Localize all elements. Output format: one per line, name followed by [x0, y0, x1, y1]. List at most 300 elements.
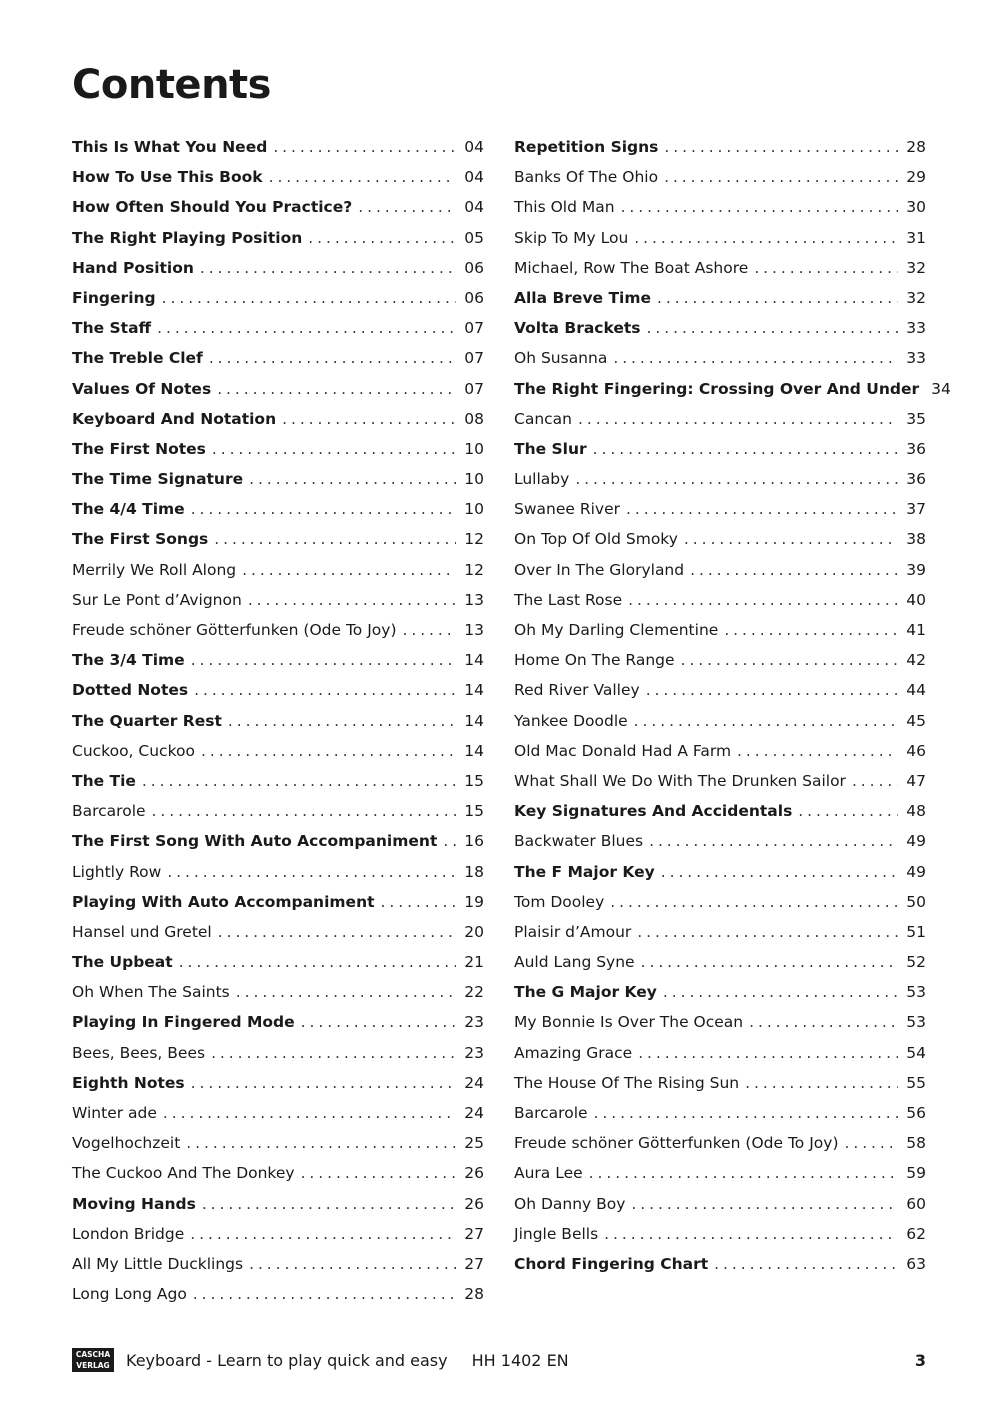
- toc-entry-title: How Often Should You Practice?: [72, 198, 353, 217]
- dot-leader: [191, 1074, 456, 1092]
- toc-entry[interactable]: [72, 893, 484, 923]
- toc-entry-title: Winter ade: [72, 1104, 157, 1122]
- toc-entry-title: Banks Of The Ohio: [514, 168, 659, 187]
- toc-entry-title: Michael, Row The Boat Ashore: [514, 258, 749, 277]
- dot-leader: [194, 681, 456, 699]
- dot-leader: [626, 500, 898, 518]
- dot-leader: [749, 1013, 898, 1031]
- dot-leader: [737, 742, 898, 760]
- toc-entry[interactable]: [514, 742, 926, 772]
- toc-entry-title: London Bridge: [72, 1224, 185, 1243]
- toc-entry[interactable]: [72, 1104, 484, 1134]
- toc-entry-title: Yankee Doodle: [514, 711, 628, 730]
- dot-leader: [248, 591, 456, 609]
- toc-entry[interactable]: [514, 802, 926, 832]
- dot-leader: [638, 1044, 898, 1062]
- toc-entry-page: 06: [464, 258, 484, 277]
- toc-entry[interactable]: [72, 561, 484, 591]
- toc-entry[interactable]: [514, 349, 926, 379]
- toc-entry-page: 54: [906, 1043, 926, 1062]
- dot-leader: [657, 289, 898, 307]
- toc-entry-title: Auld Lang Syne: [514, 953, 635, 972]
- toc-entry[interactable]: [72, 380, 484, 410]
- toc-entry-page: 32: [906, 258, 926, 277]
- toc-entry[interactable]: [514, 470, 926, 500]
- toc-entry-page: 14: [464, 741, 484, 760]
- toc-entry-page: 12: [464, 560, 484, 579]
- toc-entry-title: Vogelhochzeit: [72, 1134, 181, 1153]
- toc-entry[interactable]: [514, 138, 926, 168]
- toc-entry[interactable]: [72, 802, 484, 832]
- dot-leader: [578, 410, 898, 428]
- toc-entry[interactable]: [514, 923, 926, 953]
- toc-entry-title: Repetition Signs: [514, 138, 659, 156]
- toc-entry[interactable]: [514, 379, 951, 410]
- dot-leader: [754, 259, 898, 277]
- toc-entry-title: All My Little Ducklings: [72, 1254, 244, 1273]
- toc-entry-page: 49: [906, 862, 926, 881]
- dot-leader: [637, 923, 898, 941]
- toc-entry[interactable]: [72, 983, 484, 1013]
- dot-leader: [714, 1255, 898, 1273]
- toc-entry-title: Lightly Row: [72, 862, 162, 881]
- toc-entry-page: 52: [906, 953, 926, 972]
- toc-entry[interactable]: [72, 621, 484, 651]
- toc-entry[interactable]: [72, 440, 484, 470]
- toc-entry-page: 38: [906, 530, 926, 549]
- toc-entry-title: Chord Fingering Chart: [514, 1254, 709, 1273]
- toc-entry-page: 27: [464, 1224, 484, 1243]
- toc-entry-page: 14: [464, 651, 484, 670]
- dot-leader: [621, 198, 898, 216]
- toc-entry-page: 25: [464, 1134, 484, 1153]
- dot-leader: [634, 712, 898, 730]
- toc-entry-title: Cancan: [514, 409, 572, 428]
- dot-leader: [191, 651, 456, 669]
- toc-entry-title: Fingering: [72, 288, 156, 307]
- toc-entry-title: This Is What You Need: [72, 138, 268, 156]
- toc-entry-title: Home On The Range: [514, 651, 675, 670]
- toc-entry[interactable]: [514, 983, 926, 1013]
- toc-entry[interactable]: [514, 621, 926, 651]
- toc-entry-title: Sur Le Pont d’Avignon: [72, 590, 242, 609]
- toc-entry-title: Skip To My Lou: [514, 228, 629, 247]
- toc-entry-title: The House Of The Rising Sun: [514, 1073, 740, 1092]
- dot-leader: [593, 440, 898, 458]
- toc-entry-title: The Cuckoo And The Donkey: [72, 1164, 295, 1183]
- toc-entry[interactable]: [514, 772, 926, 802]
- toc-entry-page: 62: [906, 1224, 926, 1243]
- dot-leader: [798, 802, 898, 820]
- toc-entry[interactable]: [514, 1013, 926, 1043]
- toc-entry-page: 07: [464, 319, 484, 338]
- toc-entry-title: What Shall We Do With The Drunken Sailor: [514, 771, 846, 790]
- dot-leader: [631, 1195, 898, 1213]
- toc-entry[interactable]: [514, 681, 926, 711]
- toc-entry-page: 34: [931, 379, 951, 398]
- dot-leader: [202, 1195, 456, 1213]
- dot-leader: [179, 953, 456, 971]
- toc-entry[interactable]: [514, 561, 926, 591]
- toc-entry-page: 06: [464, 288, 484, 307]
- toc-entry-page: 05: [464, 228, 484, 247]
- page-number: 3: [914, 1350, 926, 1370]
- toc-entry[interactable]: [72, 229, 484, 259]
- toc-entry-page: 59: [906, 1164, 926, 1183]
- dot-leader: [589, 1164, 898, 1182]
- dot-leader: [162, 289, 456, 307]
- dot-leader: [664, 138, 898, 156]
- toc-entry[interactable]: [72, 410, 484, 440]
- toc-entry[interactable]: [72, 1134, 484, 1164]
- toc-entry-title: The First Song With Auto Accompaniment: [72, 832, 438, 851]
- dot-leader: [190, 1225, 456, 1243]
- toc-entry-page: 33: [906, 349, 926, 368]
- toc-entry-title: Over In The Gloryland: [514, 560, 685, 579]
- toc-entry-page: 53: [906, 983, 926, 1002]
- toc-entry-page: 23: [464, 1043, 484, 1062]
- toc-entry[interactable]: [72, 712, 484, 742]
- dot-leader: [269, 168, 456, 186]
- toc-entry-title: The First Songs: [72, 530, 209, 549]
- toc-entry-page: 49: [906, 832, 926, 851]
- toc-entry[interactable]: [72, 1164, 484, 1194]
- toc-entry[interactable]: [72, 1044, 484, 1074]
- dot-leader: [209, 349, 456, 367]
- toc-entry-title: How To Use This Book: [72, 168, 263, 187]
- toc-entry-title: Red River Valley: [514, 681, 640, 700]
- toc-entry-title: Freude schöner Götterfunken (Ode To Joy): [72, 621, 397, 639]
- toc-entry-page: 46: [906, 741, 926, 760]
- toc-entry[interactable]: [514, 410, 926, 440]
- toc-entry-title: Playing With Auto Accompaniment: [72, 892, 375, 911]
- toc-entry-page: 42: [906, 651, 926, 670]
- dot-leader: [358, 198, 456, 216]
- toc-entry-page: 27: [464, 1254, 484, 1273]
- toc-entry-title: Jingle Bells: [514, 1224, 599, 1243]
- dot-leader: [641, 953, 898, 971]
- toc-entry[interactable]: [72, 953, 484, 983]
- dot-leader: [193, 1285, 456, 1303]
- toc-entry-title: Hand Position: [72, 258, 194, 277]
- toc-entry-page: 19: [464, 892, 484, 911]
- toc-entry-page: 33: [906, 319, 926, 338]
- dot-leader: [186, 1134, 456, 1152]
- toc-entry[interactable]: [72, 289, 484, 319]
- toc-entry-title: Oh My Darling Clementine: [514, 621, 719, 639]
- toc-entry-title: Oh Susanna: [514, 349, 608, 368]
- toc-entry-page: 60: [906, 1194, 926, 1213]
- toc-entry-page: 63: [906, 1254, 926, 1273]
- toc-entry[interactable]: [514, 500, 926, 530]
- toc-entry-page: 22: [464, 983, 484, 1002]
- dot-leader: [628, 591, 898, 609]
- toc-entry-page: 53: [906, 1013, 926, 1032]
- toc-entry[interactable]: [72, 651, 484, 681]
- toc-entry[interactable]: [514, 1225, 926, 1255]
- dot-leader: [214, 530, 456, 548]
- toc-entry-title: The F Major Key: [514, 862, 655, 881]
- toc-entry-page: 15: [464, 771, 484, 790]
- toc-entry-page: 26: [464, 1194, 484, 1213]
- dot-leader: [308, 229, 456, 247]
- dot-leader: [282, 410, 456, 428]
- toc-entry-title: Eighth Notes: [72, 1073, 185, 1092]
- toc-entry-title: The Upbeat: [72, 953, 173, 972]
- toc-entry[interactable]: [72, 863, 484, 893]
- contents-column-right: [514, 138, 951, 1285]
- toc-entry-title: Moving Hands: [72, 1194, 196, 1213]
- dot-leader: [218, 923, 456, 941]
- dot-leader: [646, 681, 898, 699]
- toc-entry[interactable]: [72, 832, 484, 862]
- publisher-logo: [72, 1348, 114, 1372]
- toc-entry-page: 24: [464, 1104, 484, 1122]
- toc-entry-page: 32: [906, 288, 926, 307]
- dot-leader: [273, 138, 456, 156]
- toc-entry-title: This Old Man: [514, 198, 615, 217]
- toc-entry-page: 37: [906, 500, 926, 519]
- toc-entry-page: 55: [906, 1073, 926, 1092]
- toc-entry-title: The Slur: [514, 439, 587, 458]
- toc-entry[interactable]: [72, 1285, 484, 1315]
- toc-entry-title: Tom Dooley: [514, 892, 605, 911]
- toc-entry-title: Barcarole: [514, 1104, 588, 1122]
- book-title: Keyboard - Learn to play quick and easy: [126, 1350, 448, 1370]
- toc-entry[interactable]: [72, 500, 484, 530]
- toc-entry[interactable]: [514, 591, 926, 621]
- toc-entry[interactable]: [72, 591, 484, 621]
- toc-entry[interactable]: [72, 1255, 484, 1285]
- toc-entry-page: 07: [464, 349, 484, 368]
- toc-entry[interactable]: [72, 1074, 484, 1104]
- toc-entry[interactable]: [72, 742, 484, 772]
- toc-entry-page: 15: [464, 802, 484, 821]
- toc-entry[interactable]: [72, 168, 484, 198]
- toc-entry-title: Oh Danny Boy: [514, 1194, 626, 1213]
- dot-leader: [852, 772, 898, 790]
- toc-entry[interactable]: [72, 1225, 484, 1255]
- toc-entry-page: 29: [906, 168, 926, 187]
- toc-entry[interactable]: [72, 138, 484, 168]
- toc-entry-title: Swanee River: [514, 500, 620, 519]
- toc-entry-page: 04: [464, 198, 484, 217]
- toc-entry-page: 04: [464, 138, 484, 156]
- toc-entry-title: The Treble Clef: [72, 349, 203, 368]
- toc-entry-title: Lullaby: [514, 470, 570, 489]
- dot-leader: [690, 561, 898, 579]
- toc-entry-title: Hansel und Gretel: [72, 922, 212, 941]
- toc-entry-title: Values Of Notes: [72, 379, 212, 398]
- toc-entry-title: Volta Brackets: [514, 319, 641, 338]
- page-footer: [72, 1347, 926, 1373]
- toc-entry[interactable]: [514, 1104, 926, 1134]
- toc-entry[interactable]: [72, 470, 484, 500]
- toc-entry-page: 13: [464, 621, 484, 639]
- toc-entry-title: The 3/4 Time: [72, 651, 185, 670]
- toc-entry[interactable]: [514, 1134, 926, 1164]
- toc-entry-page: 51: [906, 922, 926, 941]
- toc-entry-page: 12: [464, 530, 484, 549]
- toc-entry[interactable]: [514, 198, 926, 228]
- toc-entry-title: Barcarole: [72, 802, 146, 821]
- toc-entry-title: The First Notes: [72, 439, 206, 458]
- toc-entry-page: 40: [906, 590, 926, 609]
- dot-leader: [403, 621, 457, 639]
- toc-entry[interactable]: [72, 198, 484, 228]
- toc-entry[interactable]: [72, 530, 484, 560]
- toc-entry-title: Old Mac Donald Had A Farm: [514, 741, 732, 760]
- toc-entry[interactable]: [72, 349, 484, 379]
- dot-leader: [745, 1074, 898, 1092]
- dot-leader: [217, 380, 456, 398]
- toc-entry-title: Key Signatures And Accidentals: [514, 802, 793, 821]
- toc-entry-title: The G Major Key: [514, 983, 657, 1002]
- toc-entry-title: The Right Fingering: Crossing Over And Under: [514, 379, 920, 398]
- toc-entry[interactable]: [72, 923, 484, 953]
- toc-entry[interactable]: [514, 440, 926, 470]
- dot-leader: [613, 349, 898, 367]
- page-title: Contents: [72, 62, 271, 108]
- toc-entry[interactable]: [72, 259, 484, 289]
- toc-entry-title: Cuckoo, Cuckoo: [72, 741, 195, 760]
- toc-entry[interactable]: [72, 319, 484, 349]
- toc-entry-page: 26: [464, 1164, 484, 1183]
- toc-entry-page: 58: [906, 1134, 926, 1153]
- toc-entry[interactable]: [72, 1013, 484, 1043]
- dot-leader: [236, 983, 456, 1001]
- toc-entry-page: 20: [464, 922, 484, 941]
- toc-entry-title: The Last Rose: [514, 590, 623, 609]
- toc-entry-page: 35: [906, 409, 926, 428]
- dot-leader: [684, 530, 898, 548]
- dot-leader: [724, 621, 898, 639]
- toc-entry-title: Keyboard And Notation: [72, 409, 277, 428]
- dot-leader: [443, 832, 456, 850]
- toc-entry-page: 28: [906, 138, 926, 156]
- toc-entry-page: 31: [906, 228, 926, 247]
- dot-leader: [301, 1164, 456, 1182]
- dot-leader: [167, 863, 456, 881]
- dot-leader: [249, 1255, 456, 1273]
- toc-entry-title: Bees, Bees, Bees: [72, 1043, 206, 1062]
- dot-leader: [212, 440, 456, 458]
- toc-entry-page: 08: [464, 409, 484, 428]
- dot-leader: [211, 1044, 456, 1062]
- toc-entry[interactable]: [514, 863, 926, 893]
- toc-entry-page: 14: [464, 681, 484, 700]
- toc-entry-title: On Top Of Old Smoky: [514, 530, 678, 549]
- toc-entry[interactable]: [514, 953, 926, 983]
- dot-leader: [249, 470, 456, 488]
- toc-entry-page: 21: [464, 953, 484, 972]
- toc-entry-title: Alla Breve Time: [514, 288, 652, 307]
- dot-leader: [610, 893, 898, 911]
- dot-leader: [242, 561, 456, 579]
- toc-entry-title: Amazing Grace: [514, 1043, 633, 1062]
- toc-entry[interactable]: [514, 832, 926, 862]
- toc-entry-title: Freude schöner Götterfunken (Ode To Joy): [514, 1134, 839, 1153]
- toc-entry-title: Dotted Notes: [72, 681, 189, 700]
- dot-leader: [142, 772, 456, 790]
- toc-entry-title: Long Long Ago: [72, 1285, 187, 1304]
- toc-entry-page: 24: [464, 1073, 484, 1092]
- toc-entry-title: The Staff: [72, 319, 152, 338]
- toc-entry-title: Aura Lee: [514, 1164, 583, 1183]
- dot-leader: [681, 651, 898, 669]
- toc-entry[interactable]: [514, 289, 926, 319]
- toc-entry[interactable]: [72, 772, 484, 802]
- toc-entry-page: 48: [906, 802, 926, 821]
- dot-leader: [191, 500, 456, 518]
- dot-leader: [594, 1104, 898, 1122]
- logo-line-1: CASCHA: [75, 1350, 111, 1359]
- dot-leader: [663, 983, 898, 1001]
- dot-leader: [228, 712, 456, 730]
- toc-entry[interactable]: [514, 168, 926, 198]
- toc-entry-page: 23: [464, 1013, 484, 1032]
- toc-entry-page: 36: [906, 439, 926, 458]
- book-code: HH 1402 EN: [471, 1350, 569, 1370]
- toc-entry-title: Oh When The Saints: [72, 983, 230, 1002]
- toc-entry-page: 16: [464, 832, 484, 851]
- dot-leader: [157, 319, 456, 337]
- toc-entry-page: 18: [464, 862, 484, 881]
- dot-leader: [664, 168, 898, 186]
- toc-entry[interactable]: [514, 893, 926, 923]
- toc-entry[interactable]: [514, 319, 926, 349]
- toc-entry-page: 10: [464, 470, 484, 489]
- toc-entry[interactable]: [514, 1164, 926, 1194]
- toc-entry[interactable]: [514, 712, 926, 742]
- toc-entry-page: 07: [464, 379, 484, 398]
- dot-leader: [647, 319, 898, 337]
- toc-entry-page: 10: [464, 439, 484, 458]
- toc-entry[interactable]: [514, 1044, 926, 1074]
- toc-entry-page: 56: [906, 1104, 926, 1122]
- dot-leader: [604, 1225, 898, 1243]
- dot-leader: [845, 1134, 899, 1152]
- dot-leader: [661, 863, 898, 881]
- toc-entry[interactable]: [514, 229, 926, 259]
- toc-entry-title: Playing In Fingered Mode: [72, 1013, 295, 1032]
- toc-entry-page: 47: [906, 771, 926, 790]
- toc-entry-page: 13: [464, 590, 484, 609]
- toc-entry[interactable]: [514, 1074, 926, 1104]
- toc-entry-page: 44: [906, 681, 926, 700]
- toc-entry-page: 50: [906, 892, 926, 911]
- toc-entry-title: The Time Signature: [72, 470, 244, 489]
- toc-entry[interactable]: [72, 1195, 484, 1225]
- toc-entry-page: 28: [464, 1285, 484, 1304]
- toc-entry-title: Backwater Blues: [514, 832, 644, 851]
- toc-entry[interactable]: [514, 651, 926, 681]
- toc-entry-page: 04: [464, 168, 484, 187]
- dot-leader: [201, 742, 456, 760]
- toc-entry[interactable]: [514, 1255, 926, 1285]
- toc-entry-page: 30: [906, 198, 926, 217]
- toc-entry-title: The Right Playing Position: [72, 228, 303, 247]
- dot-leader: [152, 802, 456, 820]
- toc-entry[interactable]: [72, 681, 484, 711]
- toc-entry[interactable]: [514, 530, 926, 560]
- toc-entry-page: 36: [906, 470, 926, 489]
- contents-column-left: [72, 138, 484, 1315]
- toc-entry-title: The Quarter Rest: [72, 711, 222, 730]
- toc-entry[interactable]: [514, 1195, 926, 1225]
- toc-entry[interactable]: [514, 259, 926, 289]
- dot-leader: [301, 1013, 456, 1031]
